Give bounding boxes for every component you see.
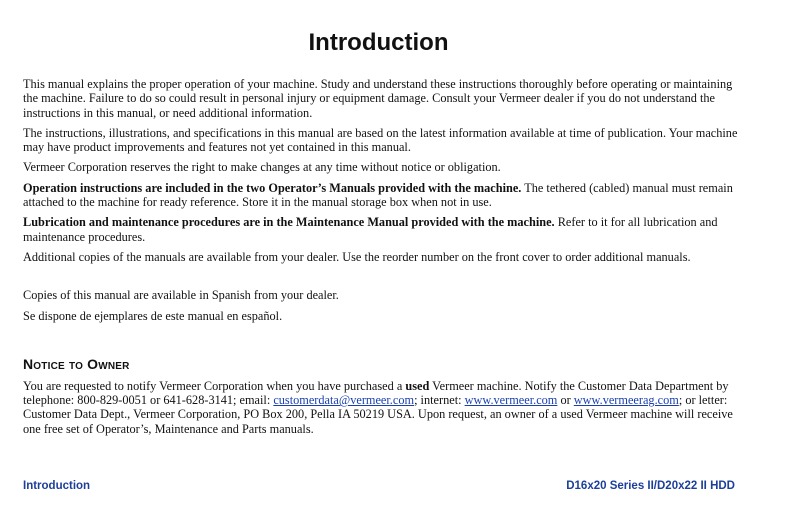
publication-paragraph-text: The instructions, illustrations, and specifications in this manual are based on the latest information available at time of publication. Your machine may have product improvements and features not yet contained in this manual. xyxy=(23,125,738,155)
vermeerag-website-link[interactable]: www.vermeerag.com xyxy=(573,393,679,408)
operator-manuals-text: The tethered (cabled) manual must remain attached to the machine for ready reference. Store it in the manual storage box when not in use. xyxy=(23,180,733,210)
notice-text-3: ; internet: xyxy=(414,393,465,408)
footer-model-name: D16x20 Series II/D20x22 II HDD xyxy=(566,480,735,492)
notice-text-5: ; or letter: Customer Data Dept., Vermeer Corporation, PO Box 200, Pella IA 50219 USA. Upon request, an owner of a used Vermeer machine will receive one free set of Operator’s, Maintenance and Parts manuals. xyxy=(23,393,733,436)
notice-text-1: You are requested to notify Vermeer Corporation when you have purchased a xyxy=(23,378,406,393)
notice-to-owner-heading: Notice to Owner xyxy=(23,355,130,372)
intro-paragraph-text: This manual explains the proper operation of your machine. Study and understand these instructions thoroughly before operating or maintaining the machine. Failure to do so could result in personal injury or equipment damage. Consult your Vermeer dealer if you do not understand the instructions in this manual, or need additional information. xyxy=(23,77,733,120)
spanish-availability-english: Copies of this manual are available in Spanish from your dealer. xyxy=(23,288,339,303)
maintenance-manual-lead: Lubrication and maintenance procedures are in the Maintenance Manual provided with the machine. xyxy=(23,215,555,230)
section-spacer xyxy=(23,270,743,288)
notice-text-2: Vermeer machine. Notify the Customer Data Department by telephone: 800-829-0051 or 641-628-3141; email: xyxy=(23,378,729,408)
page-body xyxy=(23,77,743,442)
notice-used-word: used xyxy=(405,378,430,393)
maintenance-manual-paragraph xyxy=(23,215,743,244)
additional-copies-paragraph xyxy=(23,250,743,264)
footer-section-name: Introduction xyxy=(23,480,91,492)
intro-paragraph xyxy=(23,77,743,120)
rights-paragraph xyxy=(23,160,743,174)
customer-data-email-link[interactable]: customerdata@vermeer.com xyxy=(273,393,415,408)
publication-paragraph xyxy=(23,126,743,155)
vermeer-website-link[interactable]: www.vermeer.com xyxy=(464,393,558,408)
rights-paragraph-text: Vermeer Corporation reserves the right to make changes at any time without notice or obligation. xyxy=(23,160,501,175)
notice-text-4: or xyxy=(557,393,574,408)
spanish-availability-spanish: Se dispone de ejemplares de este manual en español. xyxy=(23,308,283,323)
page-title: Introduction xyxy=(308,29,449,56)
additional-copies-text: Additional copies of the manuals are available from your dealer. Use the reorder number on the front cover to order additional manuals. xyxy=(23,249,691,264)
notice-to-owner-paragraph xyxy=(23,379,743,436)
maintenance-manual-text: Refer to it for all lubrication and maintenance procedures. xyxy=(23,215,718,244)
operator-manuals-paragraph xyxy=(23,181,743,210)
operator-manuals-lead: Operation instructions are included in the two Operator’s Manuals provided with the machine. xyxy=(23,180,522,195)
